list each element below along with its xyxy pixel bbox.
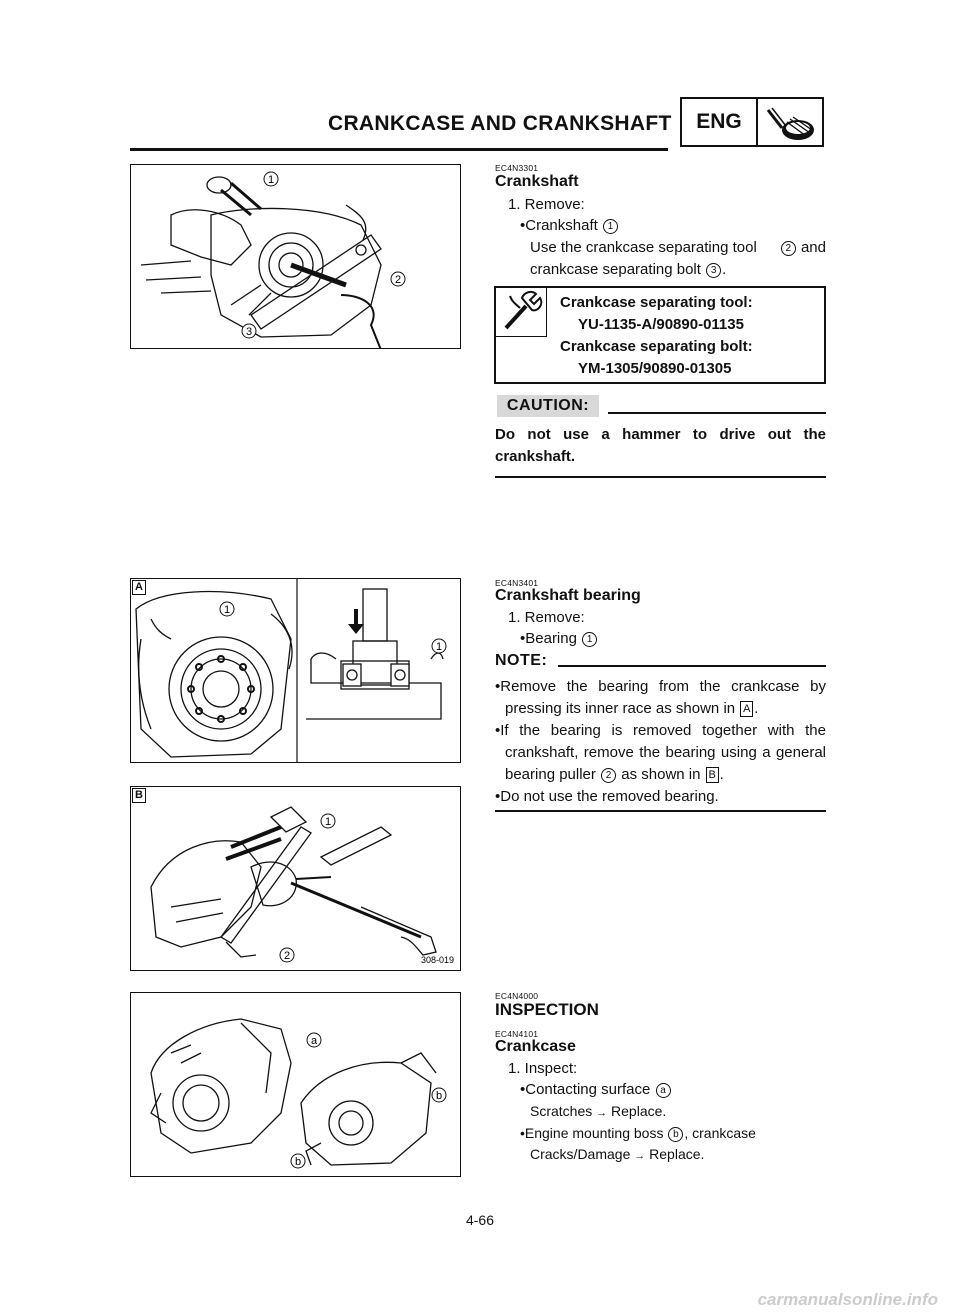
page-number: 4-66: [465, 1212, 495, 1228]
bearing-removal-figure-a: [130, 578, 461, 763]
caution-label: CAUTION:: [497, 395, 599, 417]
instruction-text: Use the crankcase separating tool: [530, 239, 757, 256]
caution-text: crankshaft.: [495, 448, 576, 465]
watermark: carmanualsonline.info: [757, 1290, 938, 1309]
special-tool-box: [494, 286, 826, 384]
note-text: bearing puller 2 as shown in B .: [505, 766, 724, 783]
note-text: pressing its inner race as shown in A .: [505, 700, 759, 717]
section-heading: Crankcase: [495, 1038, 576, 1055]
callout-1: 1: [324, 816, 332, 828]
crankcase-inspection-figure: [130, 992, 461, 1177]
ref-number: 3: [706, 263, 721, 278]
note-text: •Do not use the removed bearing.: [495, 788, 719, 805]
crankshaft-removal-figure: [130, 164, 461, 349]
section-code: EC4N4101: [495, 1029, 539, 1039]
bearing-removal-figure-b: [130, 786, 461, 971]
callout-a: a: [310, 1035, 318, 1047]
instruction-line: [530, 237, 826, 259]
header-rule: [130, 148, 668, 151]
section-heading: INSPECTION: [495, 1000, 599, 1019]
inspect-result: Scratches → Replace.: [530, 1103, 667, 1119]
step-text: 1. Remove:: [508, 196, 585, 213]
caution-rule: [608, 412, 826, 414]
step-text: 1. Remove:: [508, 609, 585, 626]
item-text: •Crankshaft: [520, 217, 598, 234]
note-label: NOTE:: [495, 652, 548, 669]
figure-label: B: [132, 788, 146, 803]
ref-number: 2: [781, 241, 796, 256]
note-text: •If the bearing is removed together with the: [495, 722, 826, 739]
engine-piston-icon: [758, 99, 822, 145]
tool-name: Crankcase separating bolt:: [560, 338, 753, 355]
instruction-text: and: [800, 239, 826, 256]
tool-name: Crankcase separating tool:: [560, 294, 753, 311]
figure-ref: A: [740, 701, 753, 717]
callout-3: 3: [245, 326, 253, 338]
arrow-right-icon: →: [634, 1150, 646, 1162]
ref-letter: a: [656, 1083, 671, 1098]
callout-2: 2: [394, 274, 402, 286]
inspect-result: Cracks/Damage → Replace.: [530, 1146, 705, 1162]
ref-letter: b: [668, 1127, 683, 1142]
note-end-rule: [495, 810, 826, 812]
callout-1: 1: [223, 604, 231, 616]
section-code: EC4N3301: [495, 163, 539, 173]
caution-end-rule: [495, 476, 826, 478]
section-code: EC4N3401: [495, 578, 539, 588]
item-text: •Bearing: [520, 630, 577, 647]
figure-label: A: [132, 580, 146, 595]
callout-1: 1: [267, 174, 275, 186]
ref-number: 1: [603, 219, 618, 234]
section-label: ENG: [682, 99, 758, 145]
ref-number: 2: [601, 768, 616, 783]
inspect-item: •Engine mounting boss b , crankcase: [520, 1125, 756, 1141]
note-text: •Remove the bearing from the crankcase by: [495, 678, 826, 695]
remove-item: [520, 628, 598, 650]
ref-number: 1: [582, 632, 597, 647]
section-code: EC4N4000: [495, 991, 539, 1001]
tool-part-number: YM-1305/90890-01305: [578, 360, 732, 377]
wrench-icon: [496, 288, 547, 337]
note-text: crankshaft, remove the bearing using a general: [505, 744, 826, 761]
instruction-text: crankcase separating bolt: [530, 261, 701, 278]
step-text: 1. Inspect:: [508, 1060, 578, 1077]
figure-ref: B: [706, 767, 719, 783]
figure-code: 308-019: [421, 955, 455, 965]
section-tab: [680, 97, 824, 147]
arrow-right-icon: →: [596, 1107, 608, 1119]
caution-text: Do not use a hammer to drive out the: [495, 426, 826, 443]
note-rule: [558, 665, 826, 667]
callout-b: b: [294, 1156, 302, 1168]
callout-1: 1: [435, 641, 443, 653]
section-heading: Crankshaft bearing: [495, 587, 641, 604]
tool-part-number: YU-1135-A/90890-01135: [578, 316, 744, 333]
remove-item: [520, 215, 619, 237]
callout-b: b: [435, 1090, 443, 1102]
instruction-line: crankcase separating bolt 3 .: [530, 261, 727, 278]
callout-2: 2: [283, 950, 291, 962]
inspect-item: •Contacting surface a: [520, 1079, 672, 1101]
section-heading: Crankshaft: [495, 173, 579, 190]
page-title: CRANKCASE AND CRANKSHAFT: [328, 112, 672, 135]
